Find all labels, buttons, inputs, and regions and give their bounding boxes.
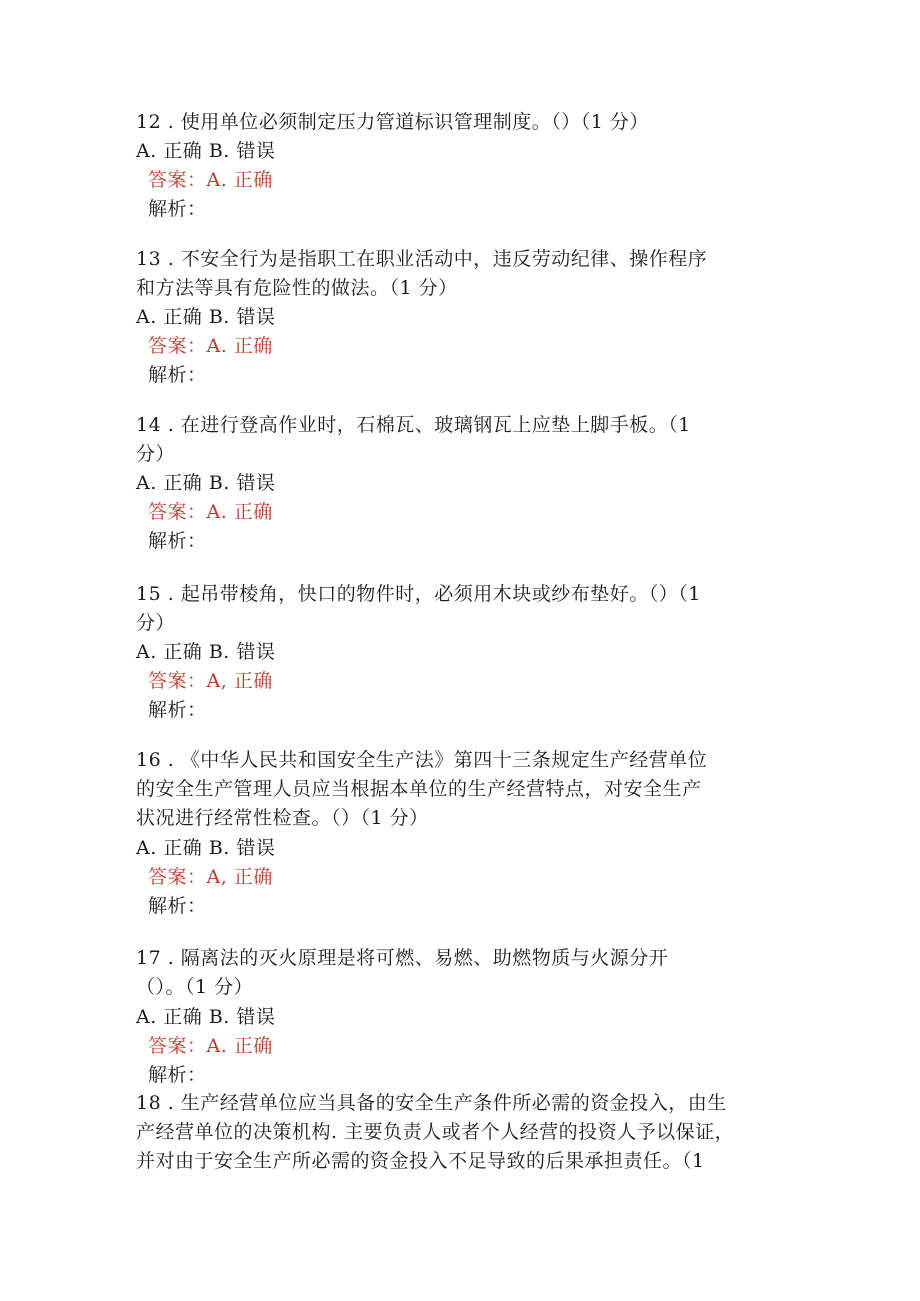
question-options: A. 正确 B. 错误 xyxy=(136,306,276,328)
question-text: （）。（1 分） xyxy=(136,976,254,998)
question-analysis: 解析： xyxy=(148,530,207,552)
question-text: 分） xyxy=(136,612,176,634)
question-analysis: 解析： xyxy=(148,198,207,220)
question-text: 15 . 起吊带棱角，快口的物件时，必须用木块或纱布垫好。（）（1 xyxy=(136,583,701,605)
question-answer: 答案：A. 正确 xyxy=(148,1035,273,1057)
question-text: 并对由于安全生产所必需的资金投入不足导致的后果承担责任。（1 xyxy=(136,1150,705,1172)
question-analysis: 解析： xyxy=(148,364,207,386)
question-text: 18 . 生产经营单位应当具备的安全生产条件所必需的资金投入，由生 xyxy=(136,1092,727,1114)
question-text: 16 . 《中华人民共和国安全生产法》第四十三条规定生产经营单位 xyxy=(136,749,708,771)
question-text: 状况进行经常性检查。（）（1 分） xyxy=(136,807,429,829)
question-analysis: 解析： xyxy=(148,895,207,917)
question-answer: 答案：A, 正确 xyxy=(148,670,273,692)
question-text: 14 . 在进行登高作业时，石棉瓦、玻璃钢瓦上应垫上脚手板。（1 xyxy=(136,414,691,436)
question-answer: 答案：A. 正确 xyxy=(148,335,273,357)
question-analysis: 解析： xyxy=(148,699,207,721)
question-text: 产经营单位的决策机构. 主要负责人或者个人经营的投资人予以保证， xyxy=(136,1121,735,1143)
question-text: 13 . 不安全行为是指职工在职业活动中，违反劳动纪律、操作程序 xyxy=(136,248,708,270)
question-analysis: 解析： xyxy=(148,1064,207,1086)
question-options: A. 正确 B. 错误 xyxy=(136,472,276,494)
question-answer: 答案：A. 正确 xyxy=(148,169,273,191)
question-answer: 答案：A. 正确 xyxy=(148,501,273,523)
question-options: A. 正确 B. 错误 xyxy=(136,641,276,663)
question-text: 的安全生产管理人员应当根据本单位的生产经营特点，对安全生产 xyxy=(136,778,702,800)
question-text: 和方法等具有危险性的做法。（1 分） xyxy=(136,277,458,299)
question-text: 12 . 使用单位必须制定压力管道标识管理制度。（）（1 分） xyxy=(136,111,649,133)
question-options: A. 正确 B. 错误 xyxy=(136,837,276,859)
question-options: A. 正确 B. 错误 xyxy=(136,1006,276,1028)
question-answer: 答案：A, 正确 xyxy=(148,866,273,888)
question-text: 17 . 隔离法的灭火原理是将可燃、易燃、助燃物质与火源分开 xyxy=(136,947,669,969)
question-options: A. 正确 B. 错误 xyxy=(136,140,276,162)
question-text: 分） xyxy=(136,443,176,465)
